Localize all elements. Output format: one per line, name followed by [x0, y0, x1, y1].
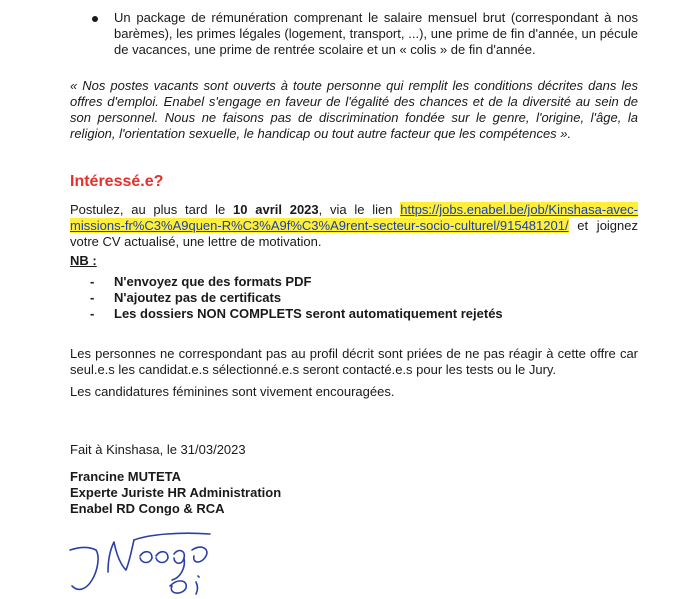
- nb-item-text: N'envoyez que des formats PDF: [114, 274, 312, 289]
- nb-list: [90, 274, 610, 322]
- nb-item: [90, 290, 610, 306]
- signatory-org: Enabel RD Congo & RCA: [70, 501, 225, 516]
- nb-item: [90, 306, 610, 322]
- nb-label: NB :: [70, 253, 97, 268]
- section-heading: Intéressé.e?: [70, 173, 164, 190]
- signatory-block: [70, 469, 281, 517]
- signatory-role: Experte Juriste HR Administration: [70, 485, 282, 500]
- nb-item: [90, 274, 610, 290]
- apply-prefix: Postulez, au plus tard le: [70, 202, 234, 217]
- nb-dash: -: [90, 306, 95, 321]
- nb-dash: -: [90, 274, 95, 289]
- handwritten-signature: [60, 520, 240, 596]
- selection-notice: Les personnes ne correspondant pas au profil décrit sont priées de ne pas réagir à cette offre car seul.e.s les candidat.e.s sélectionné.e.s seront contacté.e.s pour les tests ou le Jury.: [70, 346, 638, 377]
- deadline-date: 10 avril 2023: [233, 202, 319, 217]
- nb-dash: -: [90, 290, 95, 305]
- place-date: Fait à Kinshasa, le 31/03/2023: [70, 442, 246, 457]
- remuneration-bullet: Un package de rémunération comprenant le salaire mensuel brut (correspondant à nos barèmes), les primes légales (logement, transport, ...), une prime de fin d'année, un pécule de vacances, une prime de rentrée scolaire et un « colis » de fin d'année.: [114, 10, 638, 57]
- application-link[interactable]: https://jobs.enabel.be/job/Kinshasa-avec-missions-fr%C3%A9quen-R%C3%A9f%C3%A9rent-secteur-socio-culturel/915481201/: [70, 202, 638, 233]
- signatory-name: Francine MUTETA: [70, 469, 181, 484]
- apply-suffix: et joignez votre CV actualisé, une lettre de motivation.: [70, 218, 638, 249]
- bullet-point: [92, 16, 98, 22]
- diversity-statement: « Nos postes vacants sont ouverts à toute personne qui remplit les conditions décrites dans les offres d'emploi. Enabel s'engage en faveur de l'égalité des chances et de la diversité au sein de son personnel. Nous ne faisons pas de discrimination fondée sur le genre, l'origine, l'âge, la religion, l'orientation sexuelle, le handicap ou tout autre facteur que les compétences ».: [70, 78, 638, 141]
- nb-item-text: Les dossiers NON COMPLETS seront automatiquement rejetés: [114, 306, 503, 321]
- apply-paragraph: [70, 202, 638, 250]
- apply-middle: , via le lien: [318, 202, 401, 217]
- women-encouraged-note: Les candidatures féminines sont vivement encouragées.: [70, 384, 395, 399]
- nb-item-text: N'ajoutez pas de certificats: [114, 290, 282, 305]
